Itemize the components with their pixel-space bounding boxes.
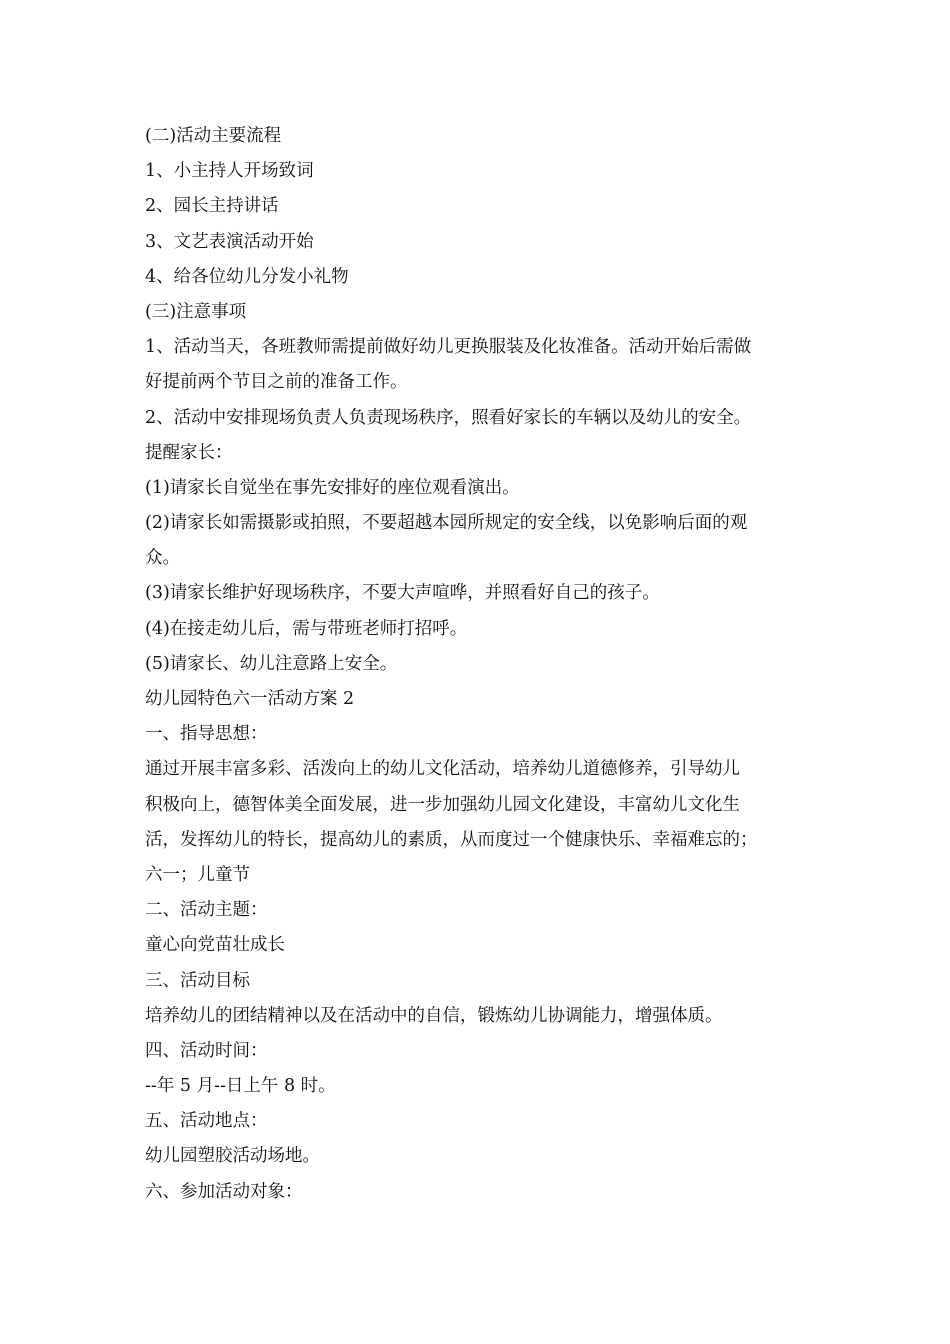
- paragraph-line: 幼儿园塑胶活动场地。: [145, 1146, 320, 1167]
- section-heading: 四、活动时间：: [145, 1040, 268, 1061]
- paragraph-line: 好提前两个节目之前的准备工作。: [145, 372, 408, 393]
- document-body: [145, 119, 810, 1210]
- paragraph-line: 1、活动当天，各班教师需提前做好幼儿更换服装及化妆准备。活动开始后需做: [145, 337, 752, 358]
- list-item: (5)请家长、幼儿注意路上安全。: [145, 653, 398, 674]
- document-title: 幼儿园特色六一活动方案 2: [145, 689, 355, 709]
- list-item: (4)在接走幼儿后，需与带班老师打招呼。: [145, 618, 468, 639]
- section-heading: 三、活动目标: [145, 970, 250, 991]
- paragraph-line: 培养幼儿的团结精神以及在活动中的自信，锻炼幼儿协调能力，增强体质。: [145, 1005, 723, 1026]
- list-item: (1)请家长自觉坐在事先安排好的座位观看演出。: [145, 477, 520, 498]
- list-item: 1、小主持人开场致词: [145, 161, 314, 182]
- section-heading: 一、指导思想：: [145, 724, 268, 745]
- section-heading: 二、活动主题：: [145, 900, 268, 921]
- list-item: 2、园长主持讲话: [145, 196, 279, 217]
- section-heading: (三)注意事项: [145, 301, 247, 322]
- paragraph-line: 2、活动中安排现场负责人负责现场秩序，照看好家长的车辆以及幼儿的安全。: [145, 407, 752, 428]
- paragraph-line: 童心向党苗壮成长: [145, 935, 285, 956]
- section-heading: (二)活动主要流程: [145, 126, 282, 146]
- list-item: 4、给各位幼儿分发小礼物: [145, 266, 349, 287]
- paragraph-line: 通过开展丰富多彩、活泼向上的幼儿文化活动，培养幼儿道德修养，引导幼儿: [145, 759, 740, 780]
- list-item-continuation: 众。: [145, 548, 180, 569]
- list-item: 3、文艺表演活动开始: [145, 231, 314, 252]
- section-heading: 五、活动地点：: [145, 1111, 268, 1132]
- paragraph-line: 活，发挥幼儿的特长，提高幼儿的素质，从而度过一个健康快乐、幸福难忘的；: [145, 829, 758, 850]
- list-item: (3)请家长维护好现场秩序，不要大声喧哗，并照看好自己的孩子。: [145, 583, 660, 604]
- paragraph-line: 六一；儿童节: [145, 864, 250, 885]
- paragraph-line: 积极向上，德智体美全面发展，进一步加强幼儿园文化建设，丰富幼儿文化生: [145, 794, 740, 815]
- paragraph-line: --年 5 月--日上午 8 时。: [145, 1076, 336, 1097]
- section-heading: 提醒家长：: [145, 442, 233, 463]
- section-heading: 六、参加活动对象：: [145, 1181, 303, 1202]
- list-item: (2)请家长如需摄影或拍照，不要超越本园所规定的安全线，以免影响后面的观: [145, 513, 748, 534]
